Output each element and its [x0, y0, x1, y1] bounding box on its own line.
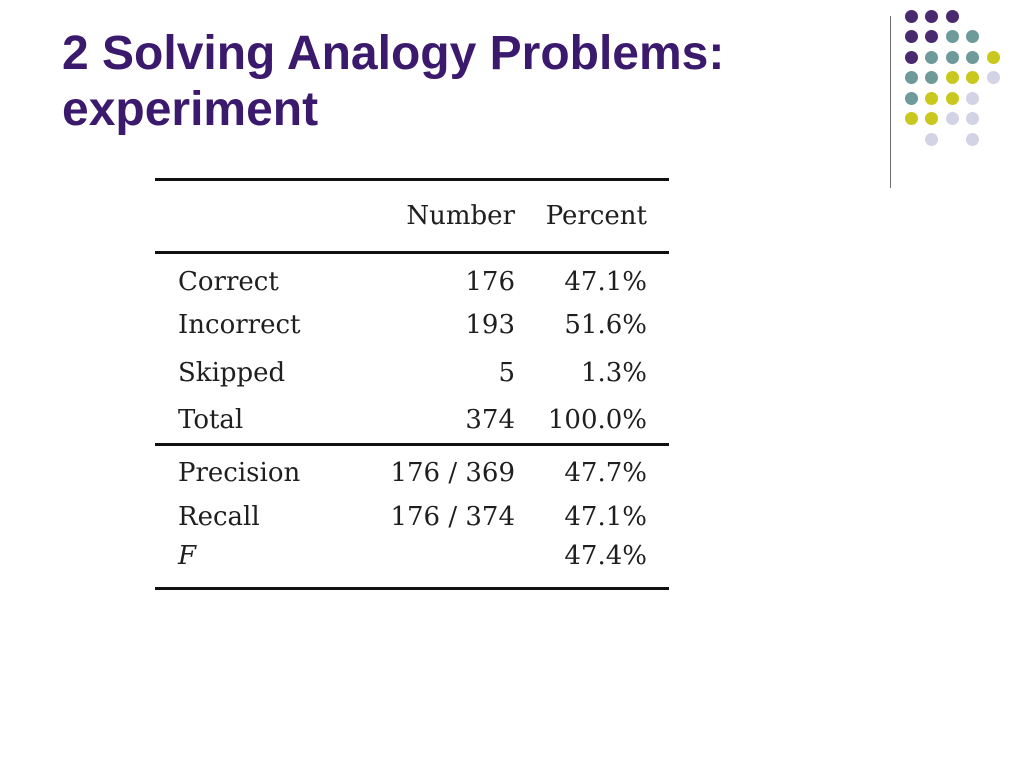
metric-label: F: [155, 541, 343, 589]
decorative-dot: [925, 133, 938, 146]
decorative-dot: [946, 92, 959, 105]
header-percent: Percent: [515, 180, 669, 253]
decorative-dot: [905, 10, 918, 23]
decorative-dot: [966, 112, 979, 125]
metric-row: [155, 541, 669, 589]
decorative-dot: [905, 71, 918, 84]
slide-title-line-2: experiment: [62, 83, 319, 136]
decorative-dot: [905, 30, 918, 43]
header-number: Number: [343, 180, 515, 253]
decorative-dot: [966, 71, 979, 84]
decorative-dot: [966, 51, 979, 64]
table-row: [155, 253, 669, 301]
decorative-dot: [905, 112, 918, 125]
decorative-dot: [905, 92, 918, 105]
decorative-dot: [925, 51, 938, 64]
metric-number: 176 / 369: [343, 445, 515, 493]
row-number: 374: [465, 404, 515, 435]
decorative-divider: [890, 16, 891, 188]
decorative-dot: [966, 133, 979, 146]
table-row: [155, 349, 669, 397]
row-number: 193: [465, 309, 515, 340]
decorative-dot: [925, 92, 938, 105]
decorative-dot: [946, 51, 959, 64]
header-label: [155, 180, 343, 253]
metric-percent: 47.4%: [515, 541, 669, 589]
decorative-dot: [946, 71, 959, 84]
metric-percent: 47.1%: [564, 501, 647, 532]
metric-number: 176 / 374: [390, 501, 515, 532]
row-label: Correct: [155, 253, 343, 301]
decorative-dot: [946, 30, 959, 43]
decorative-dot: [925, 10, 938, 23]
decorative-dot: [946, 112, 959, 125]
decorative-dot: [966, 30, 979, 43]
row-percent: 100.0%: [547, 404, 647, 435]
metric-number: [343, 541, 515, 589]
table-row: [155, 397, 669, 445]
row-percent: 47.1%: [515, 253, 669, 301]
row-label: Total: [178, 404, 244, 435]
row-percent: 1.3%: [580, 357, 647, 388]
results-table: [155, 178, 669, 590]
decorative-dot: [946, 10, 959, 23]
table-header-row: [155, 180, 669, 253]
metric-percent: 47.7%: [515, 445, 669, 493]
decorative-dot: [987, 71, 1000, 84]
decorative-dot: [987, 51, 1000, 64]
row-label: Skipped: [178, 357, 286, 388]
row-label: Incorrect: [178, 309, 301, 340]
decorative-dot: [966, 92, 979, 105]
metric-label: Recall: [178, 501, 260, 532]
slide-title: [62, 26, 862, 138]
row-number: 5: [498, 357, 515, 388]
table-row: [155, 301, 669, 349]
metric-label: Precision: [155, 445, 343, 493]
decorative-dot: [925, 71, 938, 84]
row-percent: 51.6%: [564, 309, 647, 340]
metric-row: [155, 445, 669, 493]
decorative-dot: [925, 112, 938, 125]
slide-title-line-1: 2 Solving Analogy Problems:: [62, 27, 725, 80]
row-number: 176: [343, 253, 515, 301]
metric-row: [155, 493, 669, 541]
decorative-dot: [925, 30, 938, 43]
decorative-dot: [905, 51, 918, 64]
